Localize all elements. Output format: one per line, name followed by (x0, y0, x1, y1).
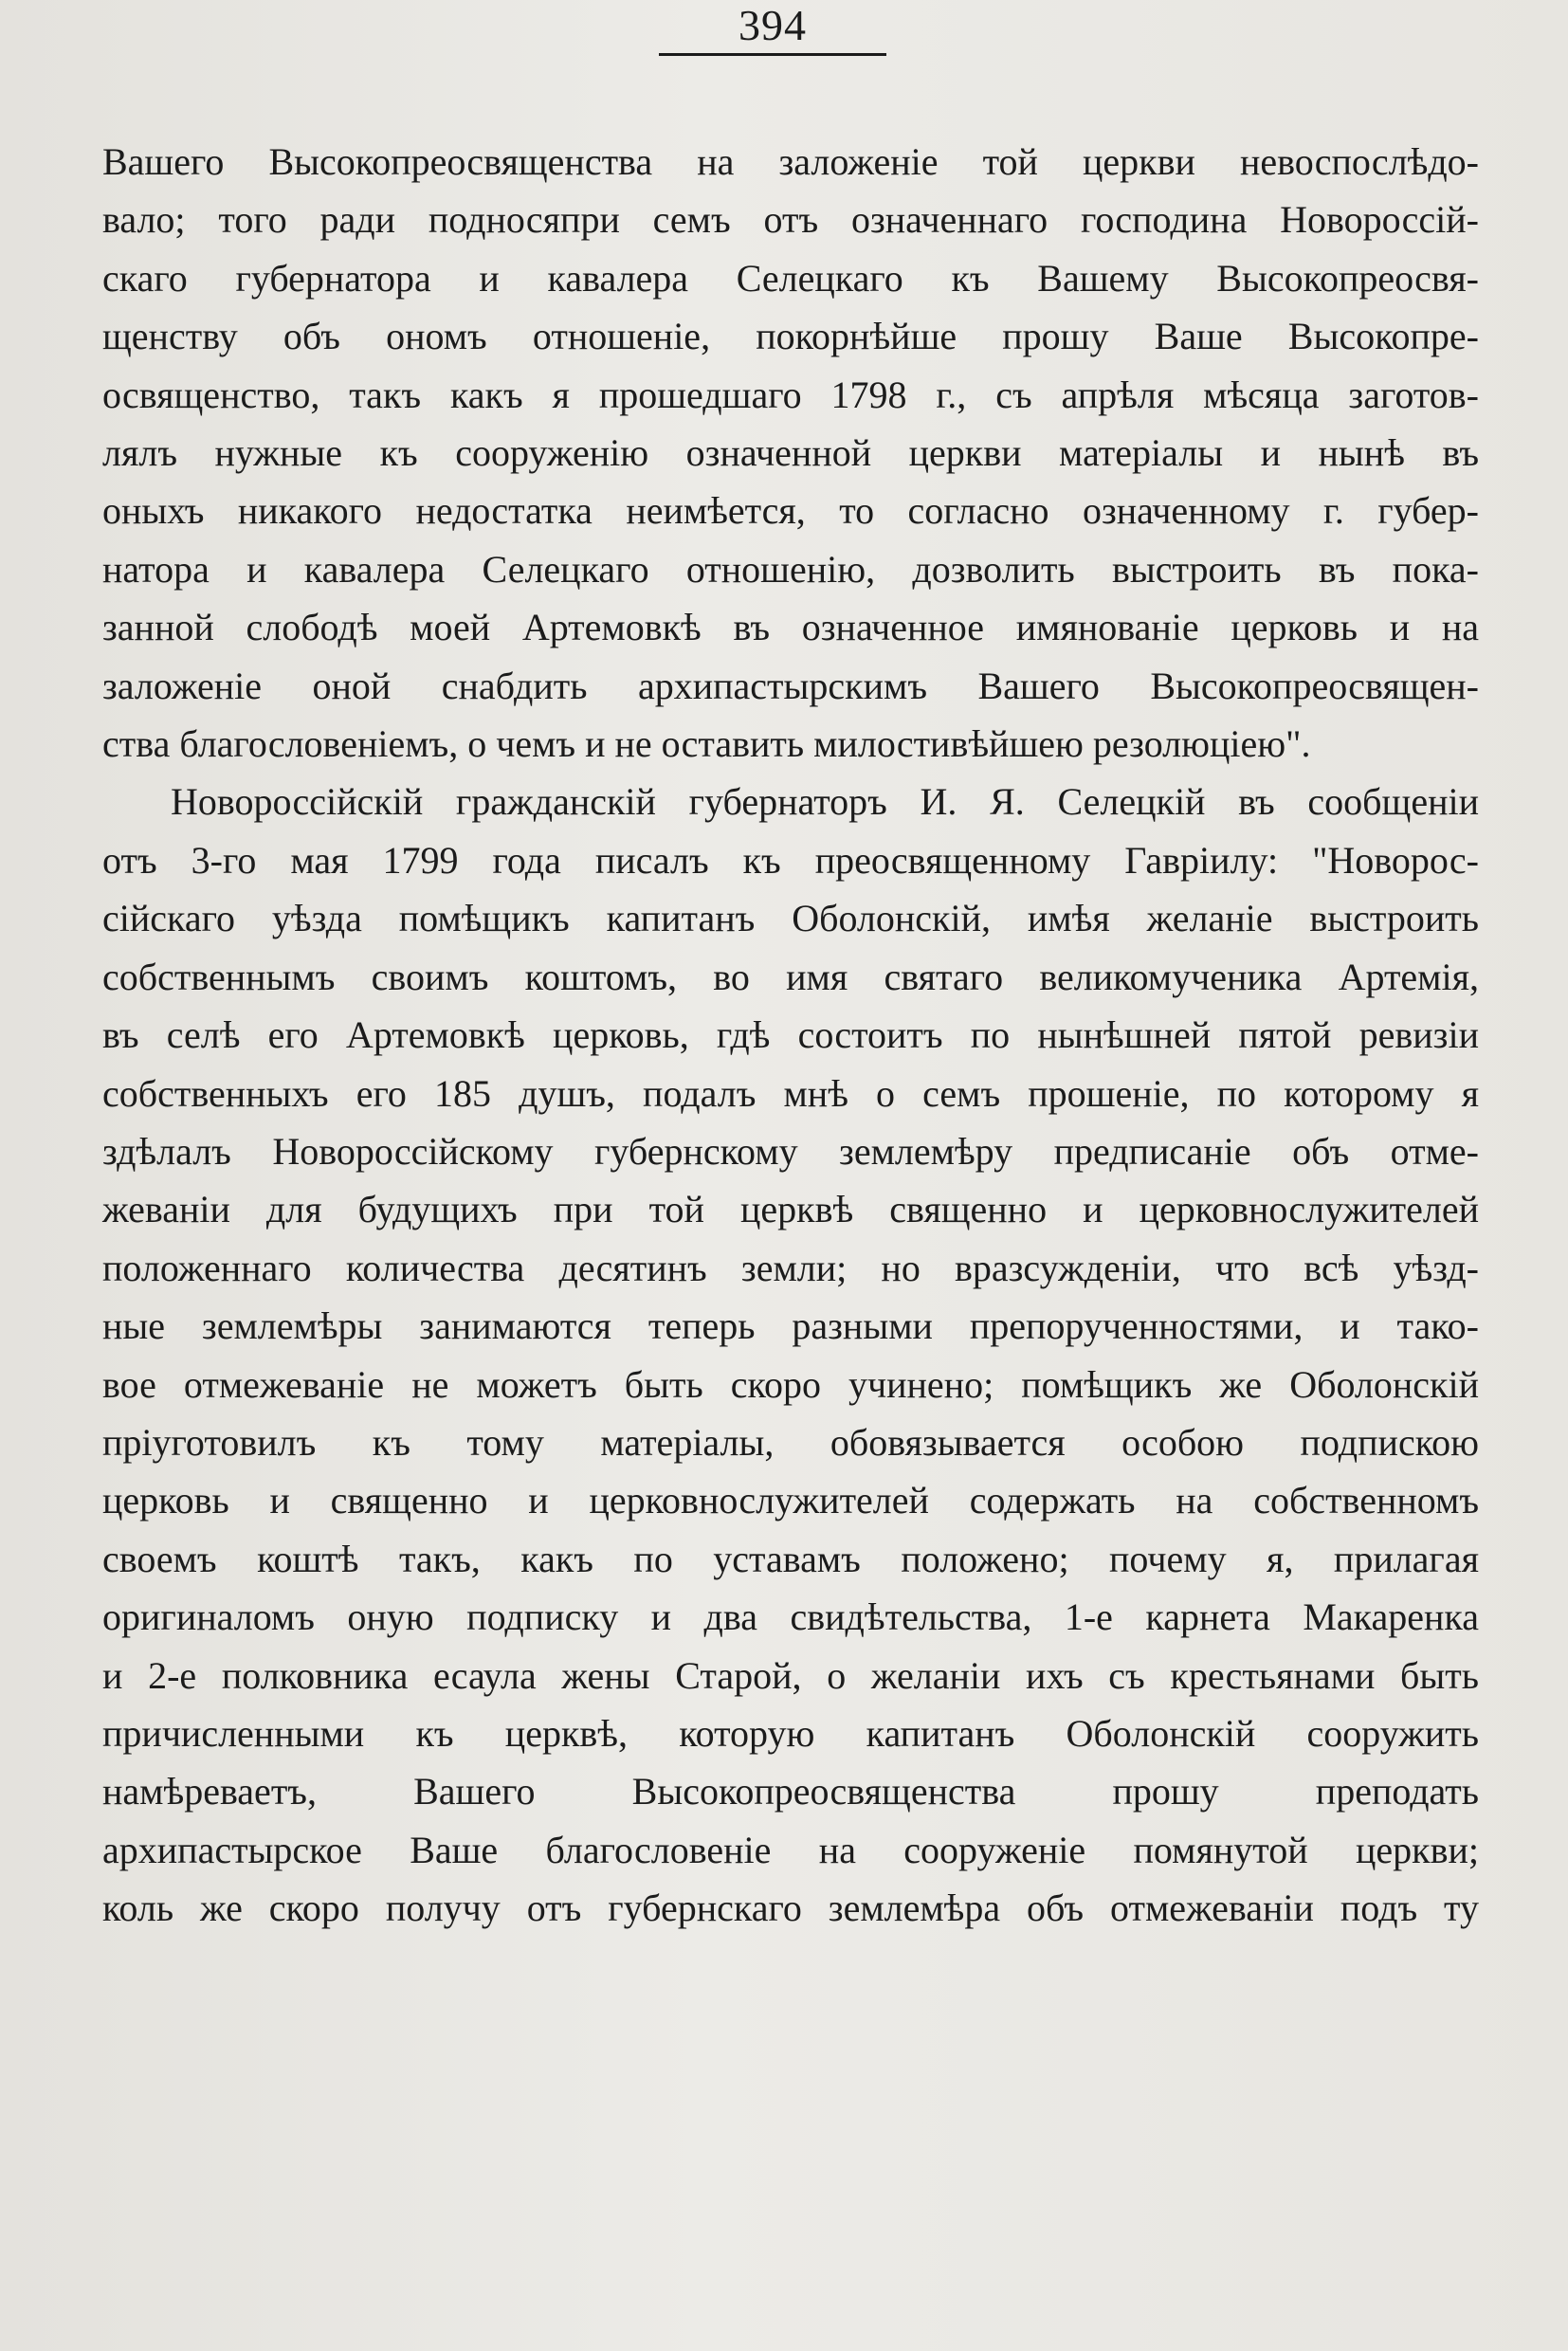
text-line: здѣлалъ Новороссійскому губернскому землемѣру предписаніе объ отме- (102, 1129, 1479, 1173)
text-line: скаго губернатора и кавалера Селецкаго къ Вашему Высокопреосвя- (102, 256, 1479, 300)
text-line: натора и кавалера Селецкаго отношенію, дозволить выстроить въ пока- (102, 547, 1479, 591)
text-line: лялъ нужные къ сооруженію означенной церкви матеріалы и нынѣ въ (102, 431, 1479, 475)
text-line: оныхъ никакого недостатка неимѣется, то согласно означенному г. губер- (102, 489, 1479, 533)
text-line: щенству объ ономъ отношеніе, покорнѣйше прошу Ваше Высокопре- (102, 315, 1479, 358)
page-number: 394 (738, 1, 807, 49)
text-line: освященство, такъ какъ я прошедшаго 1798 г., съ апрѣля мѣсяца заготов- (102, 373, 1479, 416)
text-line: собственнымъ своимъ коштомъ, во имя святаго великомученика Артемія, (102, 955, 1479, 998)
text-line: причисленными къ церквѣ, которую капитанъ Оболонскій сооружить (102, 1711, 1479, 1755)
text-line: вало; того ради подносяпри семъ отъ означеннаго господина Новороссій- (102, 198, 1479, 242)
text-line: Вашего Высокопреосвященства на заложеніе той церкви невоспослѣдо- (102, 140, 1479, 183)
text-line: жеваніи для будущихъ при той церквѣ священно и церковнослужителей (102, 1188, 1479, 1231)
text-line: и 2-е полковника есаула жены Старой, о желаніи ихъ съ крестьянами быть (102, 1653, 1479, 1697)
text-line: коль же скоро получу отъ губернскаго землемѣра объ отмежеваніи подъ ту (102, 1886, 1479, 1930)
text-line: заложеніе оной снабдить архипастырскимъ Вашего Высокопреосвящен- (102, 664, 1479, 707)
text-line: Новороссійскій гражданскій губернаторъ И. Я. Селецкій въ сообщеніи (171, 780, 1479, 824)
text-line: отъ 3-го мая 1799 года писалъ къ преосвященному Гавріилу: "Новорос- (102, 838, 1479, 882)
body-text (102, 133, 1479, 1938)
text-line: занной слободѣ моей Артемовкѣ въ означенное имянованіе церковь и на (102, 606, 1479, 649)
text-line: собственныхъ его 185 душъ, подалъ мнѣ о семъ прошеніе, по которому я (102, 1071, 1479, 1115)
header-rule (659, 53, 886, 56)
paragraph (102, 133, 1479, 773)
text-line: ные землемѣры занимаются теперь разными препорученностями, и тако- (102, 1304, 1479, 1348)
text-line: намѣреваетъ, Вашего Высокопреосвященства прошу преподать (102, 1770, 1479, 1813)
text-line: въ селѣ его Артемовкѣ церковь, гдѣ состоитъ по нынѣшней пятой ревизіи (102, 1013, 1479, 1057)
text-line: положеннаго количества десятинъ земли; но вразсужденіи, что всѣ уѣзд- (102, 1246, 1479, 1289)
text-line: сійскаго уѣзда помѣщикъ капитанъ Оболонскій, имѣя желаніе выстроить (102, 897, 1479, 940)
page-header (0, 0, 1568, 59)
text-line: ства благословеніемъ, о чемъ и не оставить милостивѣйшею резолюціею". (102, 722, 1311, 766)
text-line: пріуготовилъ къ тому матеріалы, обовязывается особою подпискою (102, 1420, 1479, 1464)
text-line: своемъ коштѣ такъ, какъ по уставамъ положено; почему я, прилагая (102, 1537, 1479, 1580)
text-line: церковь и священно и церковнослужителей содержать на собственномъ (102, 1479, 1479, 1522)
text-line: архипастырское Ваше благословеніе на сооруженіе помянутой церкви; (102, 1828, 1479, 1871)
text-line: вое отмежеваніе не можетъ быть скоро учинено; помѣщикъ же Оболонскій (102, 1362, 1479, 1406)
paragraph (102, 773, 1479, 1937)
text-line: оригиналомъ оную подписку и два свидѣтельства, 1-е карнета Макаренка (102, 1595, 1479, 1639)
